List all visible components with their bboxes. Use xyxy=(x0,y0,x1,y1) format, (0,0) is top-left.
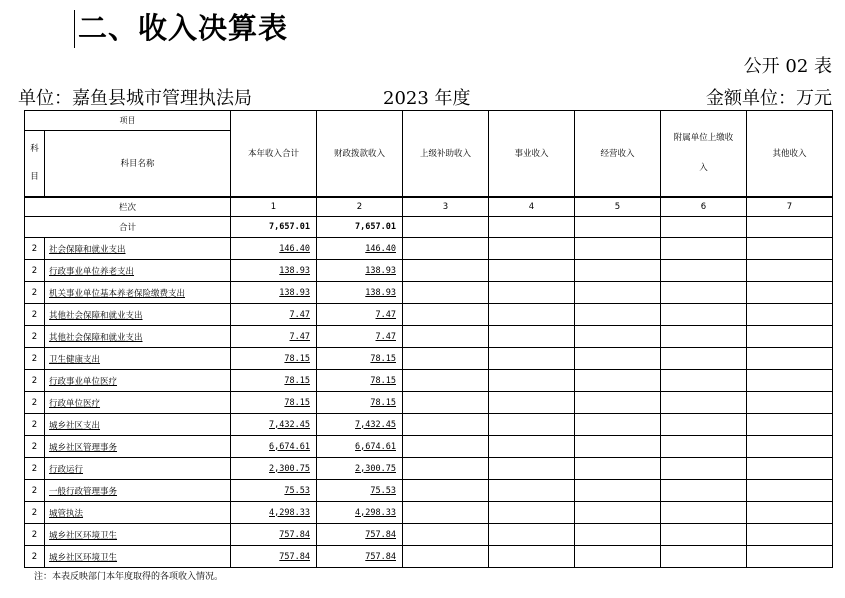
row-subject-name: 机关事业单位基本养老保险缴费支出 xyxy=(45,282,231,304)
table-row xyxy=(25,282,833,304)
total-c2: 7,657.01 xyxy=(317,217,403,238)
row-code: 2 xyxy=(25,304,45,326)
row-operating-income xyxy=(575,436,661,458)
table-row xyxy=(25,326,833,348)
row-superior-income xyxy=(403,546,489,568)
row-fiscal-income: 4,298.33 xyxy=(317,502,403,524)
row-total-income: 138.93 xyxy=(231,260,317,282)
row-operating-income xyxy=(575,458,661,480)
table-row xyxy=(25,546,833,568)
row-superior-income xyxy=(403,480,489,502)
row-superior-income xyxy=(403,370,489,392)
table-row xyxy=(25,414,833,436)
money-unit-label: 金额单位：万元 xyxy=(706,88,832,109)
row-business-income xyxy=(489,524,575,546)
row-fiscal-income: 75.53 xyxy=(317,480,403,502)
index-label: 栏次 xyxy=(25,197,231,217)
row-other-income xyxy=(747,524,833,546)
row-affiliated-income xyxy=(661,502,747,524)
row-affiliated-income xyxy=(661,304,747,326)
row-superior-income xyxy=(403,304,489,326)
row-code: 2 xyxy=(25,392,45,414)
row-business-income xyxy=(489,414,575,436)
row-subject-name: 其他社会保障和就业支出 xyxy=(45,326,231,348)
row-affiliated-income xyxy=(661,238,747,260)
row-operating-income xyxy=(575,524,661,546)
row-operating-income xyxy=(575,392,661,414)
row-other-income xyxy=(747,546,833,568)
row-superior-income xyxy=(403,326,489,348)
row-other-income xyxy=(747,502,833,524)
text-cursor xyxy=(74,10,75,48)
row-affiliated-income xyxy=(661,326,747,348)
row-business-income xyxy=(489,502,575,524)
row-other-income xyxy=(747,260,833,282)
table-body xyxy=(25,238,833,568)
total-row xyxy=(25,217,833,238)
row-affiliated-income xyxy=(661,524,747,546)
table-row xyxy=(25,304,833,326)
table-row xyxy=(25,370,833,392)
row-operating-income xyxy=(575,546,661,568)
row-superior-income xyxy=(403,414,489,436)
table-row xyxy=(25,392,833,414)
page-title: 二、收入决算表 xyxy=(78,11,289,45)
row-superior-income xyxy=(403,348,489,370)
col-header-superior: 上级补助收入 xyxy=(403,111,489,197)
subject-code-header xyxy=(25,131,45,197)
row-other-income xyxy=(747,326,833,348)
row-business-income xyxy=(489,480,575,502)
col-header-total: 本年收入合计 xyxy=(231,111,317,197)
row-subject-name: 一般行政管理事务 xyxy=(45,480,231,502)
index-4: 4 xyxy=(489,197,575,217)
row-other-income xyxy=(747,458,833,480)
year-label: 2023 年度 xyxy=(383,88,471,109)
row-business-income xyxy=(489,370,575,392)
col-header-affiliated xyxy=(661,111,747,197)
row-subject-name: 行政运行 xyxy=(45,458,231,480)
row-other-income xyxy=(747,304,833,326)
row-fiscal-income: 138.93 xyxy=(317,282,403,304)
row-total-income: 2,300.75 xyxy=(231,458,317,480)
row-other-income xyxy=(747,348,833,370)
row-superior-income xyxy=(403,392,489,414)
row-affiliated-income xyxy=(661,436,747,458)
row-other-income xyxy=(747,414,833,436)
table-row xyxy=(25,260,833,282)
row-business-income xyxy=(489,436,575,458)
total-c1: 7,657.01 xyxy=(231,217,317,238)
table-row xyxy=(25,502,833,524)
row-total-income: 7.47 xyxy=(231,304,317,326)
col-header-business: 事业收入 xyxy=(489,111,575,197)
row-code: 2 xyxy=(25,260,45,282)
subject-code-header-top: 科 xyxy=(30,144,39,155)
row-total-income: 4,298.33 xyxy=(231,502,317,524)
table-row xyxy=(25,238,833,260)
row-code: 2 xyxy=(25,480,45,502)
col-header-fiscal: 财政拨款收入 xyxy=(317,111,403,197)
col-header-operating: 经营收入 xyxy=(575,111,661,197)
row-operating-income xyxy=(575,480,661,502)
row-business-income xyxy=(489,348,575,370)
col-header-affiliated-line1: 附属单位上缴收 xyxy=(673,133,734,144)
row-total-income: 78.15 xyxy=(231,392,317,414)
row-fiscal-income: 7,432.45 xyxy=(317,414,403,436)
table-row xyxy=(25,480,833,502)
row-total-income: 75.53 xyxy=(231,480,317,502)
item-header: 项目 xyxy=(25,111,231,131)
row-other-income xyxy=(747,238,833,260)
row-fiscal-income: 7.47 xyxy=(317,304,403,326)
row-fiscal-income: 757.84 xyxy=(317,524,403,546)
row-code: 2 xyxy=(25,348,45,370)
row-other-income xyxy=(747,480,833,502)
row-affiliated-income xyxy=(661,370,747,392)
table-row xyxy=(25,348,833,370)
row-code: 2 xyxy=(25,502,45,524)
row-operating-income xyxy=(575,238,661,260)
row-business-income xyxy=(489,458,575,480)
row-operating-income xyxy=(575,326,661,348)
row-affiliated-income xyxy=(661,546,747,568)
income-table xyxy=(24,110,833,568)
row-total-income: 6,674.61 xyxy=(231,436,317,458)
index-6: 6 xyxy=(661,197,747,217)
row-other-income xyxy=(747,392,833,414)
row-affiliated-income xyxy=(661,260,747,282)
row-subject-name: 城乡社区环境卫生 xyxy=(45,524,231,546)
row-other-income xyxy=(747,282,833,304)
row-fiscal-income: 138.93 xyxy=(317,260,403,282)
row-total-income: 78.15 xyxy=(231,370,317,392)
row-fiscal-income: 757.84 xyxy=(317,546,403,568)
row-affiliated-income xyxy=(661,392,747,414)
index-1: 1 xyxy=(231,197,317,217)
row-subject-name: 卫生健康支出 xyxy=(45,348,231,370)
row-fiscal-income: 7.47 xyxy=(317,326,403,348)
row-total-income: 78.15 xyxy=(231,348,317,370)
row-operating-income xyxy=(575,414,661,436)
row-subject-name: 城乡社区环境卫生 xyxy=(45,546,231,568)
table-row xyxy=(25,436,833,458)
row-other-income xyxy=(747,370,833,392)
row-superior-income xyxy=(403,524,489,546)
row-affiliated-income xyxy=(661,458,747,480)
row-total-income: 757.84 xyxy=(231,546,317,568)
row-subject-name: 其他社会保障和就业支出 xyxy=(45,304,231,326)
row-affiliated-income xyxy=(661,414,747,436)
row-subject-name: 行政事业单位医疗 xyxy=(45,370,231,392)
row-superior-income xyxy=(403,502,489,524)
total-label: 合计 xyxy=(25,217,231,238)
row-business-income xyxy=(489,546,575,568)
row-superior-income xyxy=(403,260,489,282)
row-affiliated-income xyxy=(661,480,747,502)
table-row xyxy=(25,458,833,480)
row-operating-income xyxy=(575,282,661,304)
row-operating-income xyxy=(575,260,661,282)
row-code: 2 xyxy=(25,414,45,436)
footnote: 注：本表反映部门本年度取得的各项收入情况。 xyxy=(34,572,224,582)
row-code: 2 xyxy=(25,436,45,458)
row-business-income xyxy=(489,392,575,414)
subject-code-header-bottom: 目 xyxy=(30,172,39,183)
unit-label: 单位：嘉鱼县城市管理执法局 xyxy=(18,88,252,109)
row-business-income xyxy=(489,260,575,282)
index-row xyxy=(25,197,833,217)
row-code: 2 xyxy=(25,238,45,260)
row-operating-income xyxy=(575,348,661,370)
row-code: 2 xyxy=(25,282,45,304)
row-subject-name: 行政事业单位养老支出 xyxy=(45,260,231,282)
row-operating-income xyxy=(575,502,661,524)
row-business-income xyxy=(489,238,575,260)
col-header-other: 其他收入 xyxy=(747,111,833,197)
row-affiliated-income xyxy=(661,282,747,304)
row-total-income: 7.47 xyxy=(231,326,317,348)
row-code: 2 xyxy=(25,524,45,546)
index-5: 5 xyxy=(575,197,661,217)
row-fiscal-income: 78.15 xyxy=(317,392,403,414)
row-affiliated-income xyxy=(661,348,747,370)
row-subject-name: 城乡社区管理事务 xyxy=(45,436,231,458)
table-row xyxy=(25,524,833,546)
row-fiscal-income: 78.15 xyxy=(317,370,403,392)
row-fiscal-income: 2,300.75 xyxy=(317,458,403,480)
index-7: 7 xyxy=(747,197,833,217)
row-subject-name: 行政单位医疗 xyxy=(45,392,231,414)
row-business-income xyxy=(489,282,575,304)
row-subject-name: 社会保障和就业支出 xyxy=(45,238,231,260)
row-business-income xyxy=(489,326,575,348)
row-operating-income xyxy=(575,304,661,326)
row-subject-name: 城乡社区支出 xyxy=(45,414,231,436)
row-code: 2 xyxy=(25,546,45,568)
row-other-income xyxy=(747,436,833,458)
row-subject-name: 城管执法 xyxy=(45,502,231,524)
header-row-1 xyxy=(25,111,833,131)
index-2: 2 xyxy=(317,197,403,217)
row-code: 2 xyxy=(25,458,45,480)
row-superior-income xyxy=(403,458,489,480)
row-operating-income xyxy=(575,370,661,392)
subject-name-header: 科目名称 xyxy=(45,131,231,197)
row-superior-income xyxy=(403,238,489,260)
row-superior-income xyxy=(403,436,489,458)
form-number: 公开 02 表 xyxy=(743,56,832,77)
row-business-income xyxy=(489,304,575,326)
index-3: 3 xyxy=(403,197,489,217)
row-total-income: 146.40 xyxy=(231,238,317,260)
row-total-income: 7,432.45 xyxy=(231,414,317,436)
row-code: 2 xyxy=(25,370,45,392)
row-total-income: 757.84 xyxy=(231,524,317,546)
row-superior-income xyxy=(403,282,489,304)
row-total-income: 138.93 xyxy=(231,282,317,304)
row-fiscal-income: 78.15 xyxy=(317,348,403,370)
col-header-affiliated-line2: 入 xyxy=(699,163,708,174)
row-code: 2 xyxy=(25,326,45,348)
row-fiscal-income: 146.40 xyxy=(317,238,403,260)
row-fiscal-income: 6,674.61 xyxy=(317,436,403,458)
